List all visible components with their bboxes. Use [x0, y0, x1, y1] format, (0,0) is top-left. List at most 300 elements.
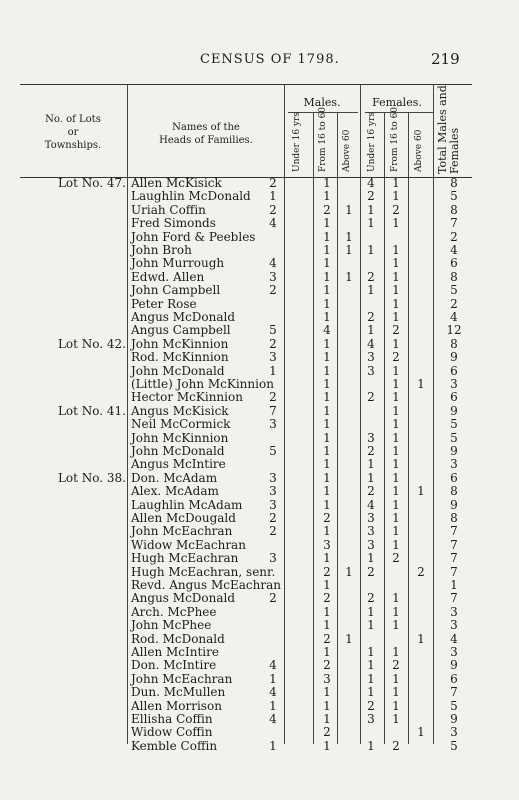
total-count: 8 — [450, 269, 458, 284]
males-16-to-60: 1 — [323, 336, 331, 351]
males-under-16: 4 — [269, 658, 277, 673]
total-count: 3 — [450, 377, 458, 391]
males-16-to-60: 1 — [323, 403, 331, 418]
males-16-to-60: 2 — [323, 564, 331, 579]
males-under-16: 5 — [269, 444, 277, 458]
lots-header-line: or — [67, 127, 79, 138]
male-above60-header: Above 60 — [342, 129, 352, 172]
head-of-family-name: Fred Simonds — [131, 216, 216, 231]
males-under-16: 2 — [269, 336, 277, 351]
head-of-family-name: John Murrough — [131, 256, 225, 271]
females-under-16: 1 — [367, 243, 375, 257]
total-count: 5 — [450, 189, 458, 204]
head-of-family-name: Laughlin McDonald — [131, 189, 251, 204]
females-16-to-60: 1 — [392, 671, 400, 686]
males-16-to-60: 2 — [323, 631, 331, 646]
males-under-16: 4 — [269, 256, 277, 271]
total-count: 8 — [450, 484, 458, 499]
females-16-to-60: 1 — [392, 403, 400, 418]
names-header-line: Names of the — [172, 122, 240, 133]
total-count: 8 — [450, 511, 458, 525]
females-under-16: 2 — [367, 310, 375, 324]
females-under-16: 4 — [367, 497, 375, 512]
head-of-family-name: Angus McDonald — [131, 310, 236, 324]
head-of-family-name: Revd. Angus McEachran — [131, 578, 281, 592]
table-row — [0, 338, 519, 351]
males-under-16: 2 — [269, 524, 277, 539]
females-16-to-60: 1 — [392, 430, 400, 445]
table-row — [0, 485, 519, 498]
females-under-16: 1 — [367, 470, 375, 485]
males-under-16: 5 — [269, 323, 277, 338]
table-row — [0, 418, 519, 431]
table-row — [0, 405, 519, 418]
males-16-to-60: 1 — [323, 524, 331, 539]
females-above-60: 1 — [417, 377, 425, 391]
total-count: 5 — [450, 698, 458, 713]
table-row — [0, 499, 519, 512]
males-16-to-60: 1 — [323, 390, 331, 405]
head-of-family-name: Angus McKisick — [131, 403, 229, 418]
male-under16-header: Under 16 yrs — [292, 112, 302, 172]
total-count: 9 — [450, 712, 458, 726]
females-16-to-60: 1 — [392, 176, 400, 190]
table-row — [0, 525, 519, 538]
females-16-to-60: 1 — [392, 417, 400, 432]
table-row — [0, 378, 519, 391]
females-16-to-60: 1 — [392, 524, 400, 539]
females-16-to-60: 1 — [392, 604, 400, 619]
females-under-16: 2 — [367, 189, 375, 204]
females-under-16: 4 — [367, 176, 375, 190]
females-16-to-60: 1 — [392, 377, 400, 391]
head-of-family-name: Allen Morrison — [131, 698, 222, 713]
males-above-60: 1 — [345, 269, 353, 284]
males-under-16: 2 — [269, 511, 277, 525]
males-16-to-60: 1 — [323, 229, 331, 244]
table-row — [0, 552, 519, 565]
head-of-family-name: Allen McDougald — [131, 511, 236, 525]
lots-header-line: No. of Lots — [45, 114, 101, 125]
head-of-family-name: John McEachran — [131, 671, 233, 686]
head-of-family-name: Widow McEachran — [131, 537, 246, 552]
total-count: 3 — [450, 618, 458, 633]
head-of-family-name: John McEachran — [131, 524, 233, 539]
females-under-16: 3 — [367, 537, 375, 552]
males-16-to-60: 1 — [323, 444, 331, 458]
total-count: 1 — [450, 578, 458, 592]
females-above-60: 1 — [417, 725, 425, 740]
table-row — [0, 673, 519, 686]
males-16-to-60: 1 — [323, 216, 331, 231]
females-16-to-60: 1 — [392, 310, 400, 324]
table-row — [0, 271, 519, 284]
total-count: 6 — [450, 363, 458, 378]
males-16-to-60: 3 — [323, 537, 331, 552]
females-above-60: 1 — [417, 484, 425, 499]
females-16-to-60: 2 — [392, 323, 400, 338]
males-16-to-60: 2 — [323, 511, 331, 525]
head-of-family-name: Hugh McEachran — [131, 551, 239, 566]
males-under-16: 2 — [269, 390, 277, 405]
total-count: 7 — [450, 216, 458, 231]
females-under-16: 3 — [367, 524, 375, 539]
head-of-family-name: John Broh — [131, 243, 192, 257]
table-row — [0, 619, 519, 632]
males-16-to-60: 1 — [323, 497, 331, 512]
males-16-to-60: 1 — [323, 470, 331, 485]
females-16-to-60: 2 — [392, 551, 400, 566]
males-16-to-60: 1 — [323, 698, 331, 713]
females-16-to-60: 1 — [392, 256, 400, 271]
head-of-family-name: (Little) John McKinnion — [131, 377, 274, 391]
lots-header-line: Townships. — [44, 140, 102, 151]
total-count: 9 — [450, 350, 458, 365]
females-under-16: 1 — [367, 457, 375, 472]
females-16-to-60: 1 — [392, 537, 400, 552]
females-under-16: 1 — [367, 551, 375, 566]
females-under-16: 2 — [367, 591, 375, 606]
males-16-to-60: 1 — [323, 578, 331, 592]
table-row — [0, 324, 519, 337]
table-row — [0, 740, 519, 753]
lot-label: Lot No. 41. — [57, 403, 126, 418]
males-above-60: 1 — [345, 564, 353, 579]
males-under-16: 1 — [269, 189, 277, 204]
table-row — [0, 190, 519, 203]
total-count: 2 — [450, 229, 458, 244]
females-16-to-60: 1 — [392, 685, 400, 700]
males-under-16: 3 — [269, 470, 277, 485]
males-16-to-60: 1 — [323, 738, 331, 753]
total-count: 6 — [450, 671, 458, 686]
total-count: 7 — [450, 685, 458, 700]
females-under-16: 3 — [367, 430, 375, 445]
total-count: 5 — [450, 738, 458, 753]
males-16-to-60: 2 — [323, 202, 331, 217]
head-of-family-name: John McDonald — [131, 363, 225, 378]
total-count: 7 — [450, 551, 458, 566]
table-row — [0, 204, 519, 217]
table-row — [0, 713, 519, 726]
males-under-16: 3 — [269, 551, 277, 566]
females-16-to-60: 1 — [392, 484, 400, 499]
males-16-to-60: 1 — [323, 377, 331, 391]
table-row — [0, 633, 519, 646]
males-under-16: 2 — [269, 591, 277, 606]
males-16-to-60: 1 — [323, 457, 331, 472]
names-header — [130, 121, 282, 147]
females-16-to-60: 1 — [392, 645, 400, 659]
females-under-16: 1 — [367, 216, 375, 231]
males-16-to-60: 1 — [323, 283, 331, 298]
total-count: 9 — [450, 658, 458, 673]
females-16-to-60: 1 — [392, 336, 400, 351]
page-number: 219 — [431, 50, 460, 68]
males-under-16: 4 — [269, 685, 277, 700]
females-16-to-60: 2 — [392, 658, 400, 673]
males-16-to-60: 1 — [323, 296, 331, 311]
total-count: 9 — [450, 444, 458, 458]
females-16-to-60: 1 — [392, 243, 400, 257]
head-of-family-name: John McKinnion — [131, 430, 229, 445]
total-count: 6 — [450, 390, 458, 405]
males-under-16: 3 — [269, 484, 277, 499]
females-16-to-60: 1 — [392, 283, 400, 298]
males-16-to-60: 3 — [323, 671, 331, 686]
females-under-16: 1 — [367, 738, 375, 753]
males-16-to-60: 1 — [323, 430, 331, 445]
total-count: 7 — [450, 524, 458, 539]
males-under-16: 3 — [269, 417, 277, 432]
lot-label: Lot No. 47. — [57, 176, 126, 190]
females-under-16: 2 — [367, 269, 375, 284]
head-of-family-name: Arch. McPhee — [131, 604, 217, 619]
total-count: 3 — [450, 645, 458, 659]
females-under-16: 3 — [367, 350, 375, 365]
head-of-family-name: Neil McCormick — [131, 417, 231, 432]
males-header: Males. — [303, 96, 341, 109]
females-16-to-60: 1 — [392, 457, 400, 472]
total-count: 8 — [450, 202, 458, 217]
total-count: 9 — [450, 403, 458, 418]
males-16-to-60: 1 — [323, 363, 331, 378]
table-row — [0, 432, 519, 445]
table-row — [0, 606, 519, 619]
females-16-to-60: 1 — [392, 444, 400, 458]
total-count: 7 — [450, 591, 458, 606]
head-of-family-name: Rod. McKinnion — [131, 350, 229, 365]
females-16-to-60: 1 — [392, 591, 400, 606]
table-row — [0, 646, 519, 659]
males-16-to-60: 1 — [323, 645, 331, 659]
head-of-family-name: Uriah Coffin — [131, 202, 206, 217]
males-above-60: 1 — [345, 229, 353, 244]
lot-label: Lot No. 42. — [57, 336, 126, 351]
females-under-16: 1 — [367, 645, 375, 659]
females-under-16: 2 — [367, 390, 375, 405]
table-row — [0, 391, 519, 404]
head-of-family-name: Rod. McDonald — [131, 631, 225, 646]
female-above60-header: Above 60 — [414, 129, 424, 172]
names-header-line: Heads of Families. — [159, 135, 253, 146]
males-16-to-60: 1 — [323, 417, 331, 432]
females-16-to-60: 2 — [392, 738, 400, 753]
table-row — [0, 539, 519, 552]
table-row — [0, 217, 519, 230]
total-count: 3 — [450, 725, 458, 740]
males-16-to-60: 2 — [323, 591, 331, 606]
table-row — [0, 244, 519, 257]
head-of-family-name: Peter Rose — [131, 296, 197, 311]
table-row — [0, 257, 519, 270]
males-under-16: 3 — [269, 497, 277, 512]
males-under-16: 4 — [269, 712, 277, 726]
females-16-to-60: 1 — [392, 712, 400, 726]
females-16-to-60: 1 — [392, 511, 400, 525]
females-under-16: 3 — [367, 712, 375, 726]
females-16-to-60: 1 — [392, 390, 400, 405]
head-of-family-name: Hugh McEachran, senr. — [131, 564, 276, 579]
table-row — [0, 445, 519, 458]
total-header: Total Males and Females — [436, 85, 461, 174]
female-under16-header: Under 16 yrs — [367, 112, 377, 172]
total-count: 2 — [450, 296, 458, 311]
head-of-family-name: Don. McAdam — [131, 470, 218, 485]
table-row — [0, 659, 519, 672]
head-of-family-name: John McDonald — [131, 444, 225, 458]
total-count: 7 — [450, 564, 458, 579]
table-row — [0, 512, 519, 525]
males-16-to-60: 1 — [323, 189, 331, 204]
males-16-to-60: 2 — [323, 725, 331, 740]
females-under-16: 3 — [367, 511, 375, 525]
females-16-to-60: 2 — [392, 350, 400, 365]
table-row — [0, 726, 519, 739]
males-under-16: 3 — [269, 350, 277, 365]
males-under-16: 4 — [269, 216, 277, 231]
females-16-to-60: 2 — [392, 202, 400, 217]
males-16-to-60: 1 — [323, 685, 331, 700]
male-16to60-header: From 16 to 60 — [318, 106, 328, 172]
females-under-16: 2 — [367, 484, 375, 499]
females-16-to-60: 1 — [392, 189, 400, 204]
males-16-to-60: 1 — [323, 243, 331, 257]
females-16-to-60: 1 — [392, 216, 400, 231]
females-16-to-60: 1 — [392, 497, 400, 512]
females-16-to-60: 1 — [392, 296, 400, 311]
total-count: 7 — [450, 537, 458, 552]
total-count: 8 — [450, 336, 458, 351]
males-above-60: 1 — [345, 202, 353, 217]
total-count: 4 — [450, 631, 458, 646]
total-count: 4 — [450, 243, 458, 257]
females-under-16: 3 — [367, 363, 375, 378]
head-of-family-name: John McKinnion — [131, 336, 229, 351]
females-16-to-60: 1 — [392, 269, 400, 284]
total-count: 6 — [450, 470, 458, 485]
males-under-16: 1 — [269, 738, 277, 753]
total-count: 12 — [446, 323, 462, 338]
males-under-16: 1 — [269, 671, 277, 686]
head-of-family-name: John Campbell — [131, 283, 221, 298]
table-row — [0, 579, 519, 592]
table-row — [0, 472, 519, 485]
table-row — [0, 700, 519, 713]
head-of-family-name: Don. McIntire — [131, 658, 217, 673]
head-of-family-name: Angus McIntire — [131, 457, 226, 472]
table-row — [0, 284, 519, 297]
table-row — [0, 458, 519, 471]
running-head: CENSUS OF 1798. — [200, 52, 340, 67]
females-under-16: 1 — [367, 202, 375, 217]
females-16-to-60: 1 — [392, 698, 400, 713]
table-row — [0, 686, 519, 699]
females-16-to-60: 1 — [392, 363, 400, 378]
head-of-family-name: Angus Campbell — [131, 323, 231, 338]
table-row — [0, 351, 519, 364]
head-of-family-name: Allen McIntire — [131, 645, 219, 659]
males-16-to-60: 1 — [323, 256, 331, 271]
head-of-family-name: Alex. McAdam — [131, 484, 219, 499]
head-of-family-name: Ellisha Coffin — [131, 712, 213, 726]
table-top-rule — [20, 84, 472, 85]
males-16-to-60: 1 — [323, 310, 331, 324]
males-under-16: 2 — [269, 202, 277, 217]
females-under-16: 1 — [367, 671, 375, 686]
total-count: 3 — [450, 604, 458, 619]
males-under-16: 2 — [269, 176, 277, 190]
total-count: 6 — [450, 256, 458, 271]
head-of-family-name: Dun. McMullen — [131, 685, 226, 700]
head-of-family-name: Kemble Coffin — [131, 738, 218, 753]
males-under-16: 3 — [269, 269, 277, 284]
females-header: Females. — [372, 96, 422, 109]
total-count: 5 — [450, 417, 458, 432]
males-under-16: 7 — [269, 403, 277, 418]
females-above-60: 2 — [417, 564, 425, 579]
males-16-to-60: 1 — [323, 350, 331, 365]
females-above-60: 1 — [417, 631, 425, 646]
males-16-to-60: 1 — [323, 604, 331, 619]
head-of-family-name: Hector McKinnion — [131, 390, 243, 405]
males-under-16: 1 — [269, 363, 277, 378]
female-16to60-header: From 16 to 60 — [390, 106, 400, 172]
females-under-16: 2 — [367, 444, 375, 458]
table-row — [0, 298, 519, 311]
table-row — [0, 177, 519, 190]
females-under-16: 1 — [367, 658, 375, 673]
males-16-to-60: 1 — [323, 551, 331, 566]
males-16-to-60: 1 — [323, 269, 331, 284]
females-under-16: 1 — [367, 604, 375, 619]
lot-label: Lot No. 38. — [57, 470, 126, 485]
females-under-16: 1 — [367, 618, 375, 633]
table-row — [0, 365, 519, 378]
males-above-60: 1 — [345, 631, 353, 646]
head-of-family-name: Widow Coffin — [131, 725, 213, 740]
lots-header — [20, 113, 126, 152]
total-count: 8 — [450, 176, 458, 190]
total-count: 9 — [450, 497, 458, 512]
head-of-family-name: John Ford & Peebles — [131, 229, 256, 244]
head-of-family-name: John McPhee — [131, 618, 212, 633]
total-count: 3 — [450, 457, 458, 472]
total-count: 5 — [450, 283, 458, 298]
males-16-to-60: 4 — [323, 323, 331, 338]
table-row — [0, 311, 519, 324]
females-16-to-60: 1 — [392, 618, 400, 633]
table-row — [0, 592, 519, 605]
females-under-16: 1 — [367, 283, 375, 298]
males-16-to-60: 1 — [323, 712, 331, 726]
head-of-family-name: Allen McKisick — [131, 176, 222, 190]
males-under-16: 1 — [269, 698, 277, 713]
females-under-16: 4 — [367, 336, 375, 351]
females-under-16: 2 — [367, 564, 375, 579]
table-row — [0, 566, 519, 579]
males-16-to-60: 1 — [323, 176, 331, 190]
total-count: 5 — [450, 430, 458, 445]
females-16-to-60: 1 — [392, 470, 400, 485]
males-above-60: 1 — [345, 243, 353, 257]
males-16-to-60: 2 — [323, 658, 331, 673]
females-under-16: 2 — [367, 698, 375, 713]
head-of-family-name: Laughlin McAdam — [131, 497, 243, 512]
head-of-family-name: Angus McDonald — [131, 591, 236, 606]
males-under-16: 2 — [269, 283, 277, 298]
table-row — [0, 231, 519, 244]
